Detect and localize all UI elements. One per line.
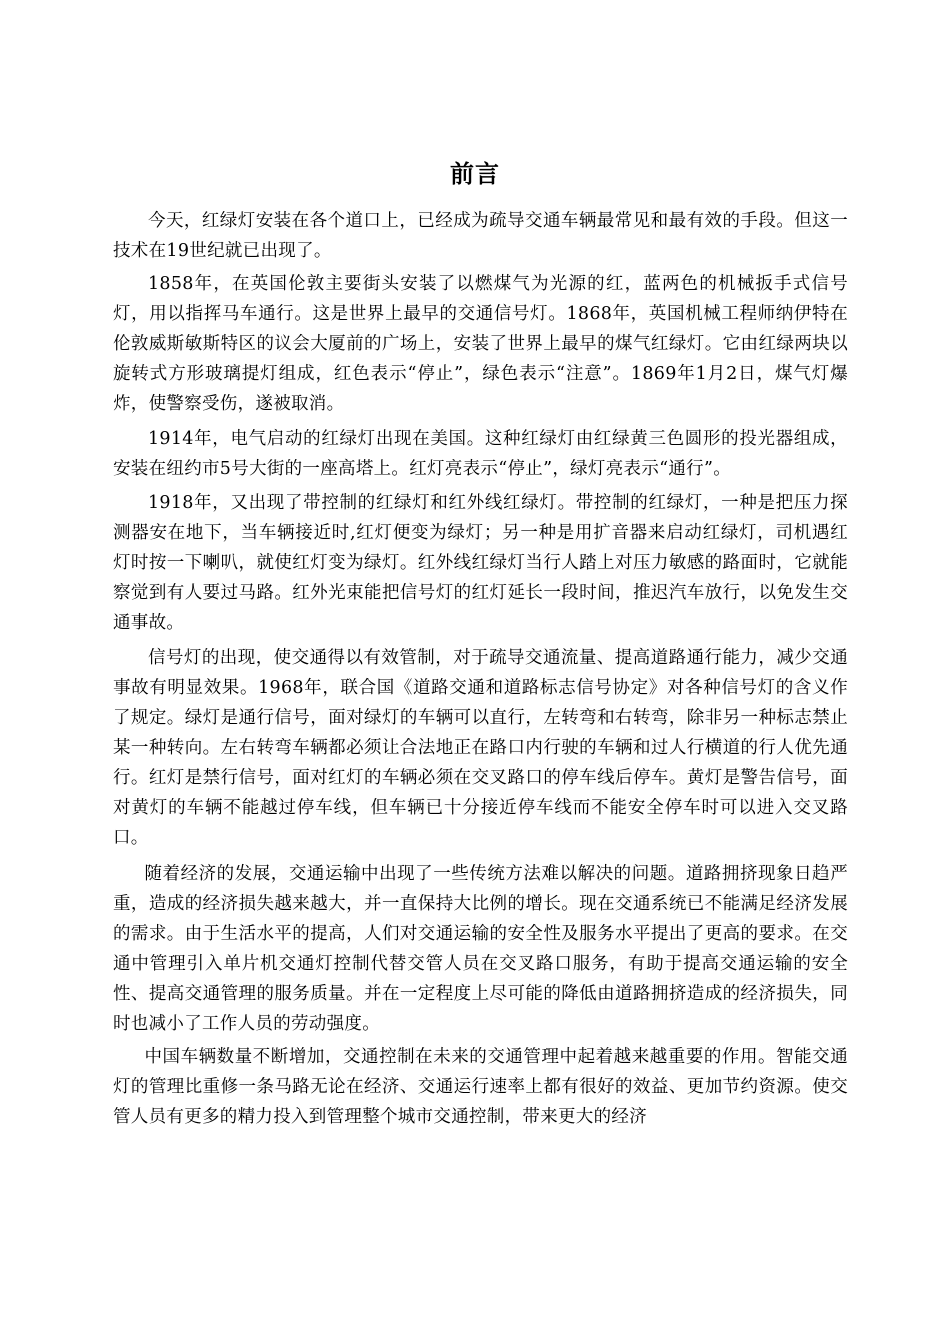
paragraph-5: 信号灯的出现，使交通得以有效管制，对于疏导交通流量、提高道路通行能力，减少交通事故有明显效果。1968年，联合国《道路交通和道路标志信号协定》对各种信号灯的含义作了规定。绿灯是通行信号，面对绿灯的车辆可以直行，左转弯和右转弯，除非另一种标志禁止某一种转向。左右转弯车辆都必须让合法地正在路口内行驶的车辆和过人行横道的行人优先通行。红灯是禁行信号，面对红灯的车辆必须在交叉路口的停车线后停车。黄灯是警告信号，面对黄灯的车辆不能越过停车线，但车辆已十分接近停车线而不能安全停车时可以进入交叉路口。 [113,648,848,848]
document-body [113,206,848,1132]
paragraph-6: 随着经济的发展，交通运输中出现了一些传统方法难以解决的问题。道路拥挤现象日趋严重，造成的经济损失越来越大，并一直保持大比例的增长。现在交通系统已不能满足经济发展的需求。由于生活水平的提高，人们对交通运输的安全性及服务水平提出了更高的要求。在交通中管理引入单片机交通灯控制代替交管人员在交叉路口服务，有助于提高交通运输的安全性、提高交通管理的服务质量。并在一定程度上尽可能的降低由道路拥挤造成的经济损失，同时也减小了工作人员的劳动强度。 [113,864,848,1034]
paragraph-1: 今天，红绿灯安装在各个道口上，已经成为疏导交通车辆最常见和最有效的手段。但这一技术在19世纪就已出现了。 [113,211,848,261]
paragraph-7: 中国车辆数量不断增加，交通控制在未来的交通管理中起着越来越重要的作用。智能交通灯的管理比重修一条马路无论在经济、交通运行速率上都有很好的效益、更加节约资源。使交管人员有更多的精力投入到管理整个城市交通控制，带来更大的经济 [113,1047,848,1127]
paragraph-2: 1858年，在英国伦敦主要街头安装了以燃煤气为光源的红，蓝两色的机械扳手式信号灯，用以指挥马车通行。这是世界上最早的交通信号灯。1868年，英国机械工程师纳伊特在伦敦威斯敏斯特区的议会大厦前的广场上，安装了世界上最早的煤气红绿灯。它由红绿两块以旋转式方形玻璃提灯组成，红色表示“停止”，绿色表示“注意”。1869年1月2日，煤气灯爆炸，使警察受伤，遂被取消。 [113,274,848,414]
paragraph-3: 1914年，电气启动的红绿灯出现在美国。这种红绿灯由红绿黄三色圆形的投光器组成，安装在纽约市5号大街的一座高塔上。红灯亮表示“停止”，绿灯亮表示“通行”。 [113,429,848,479]
paragraph-4: 1918年，又出现了带控制的红绿灯和红外线红绿灯。带控制的红绿灯，一种是把压力探测器安在地下，当车辆接近时,红灯便变为绿灯；另一种是用扩音器来启动红绿灯，司机遇红灯时按一下喇叭，就使红灯变为绿灯。红外线红绿灯当行人踏上对压力敏感的路面时，它就能察觉到有人要过马路。红外光束能把信号灯的红灯延长一段时间，推迟汽车放行，以免发生交通事故。 [113,493,848,633]
page-title: 前言 [450,160,500,189]
